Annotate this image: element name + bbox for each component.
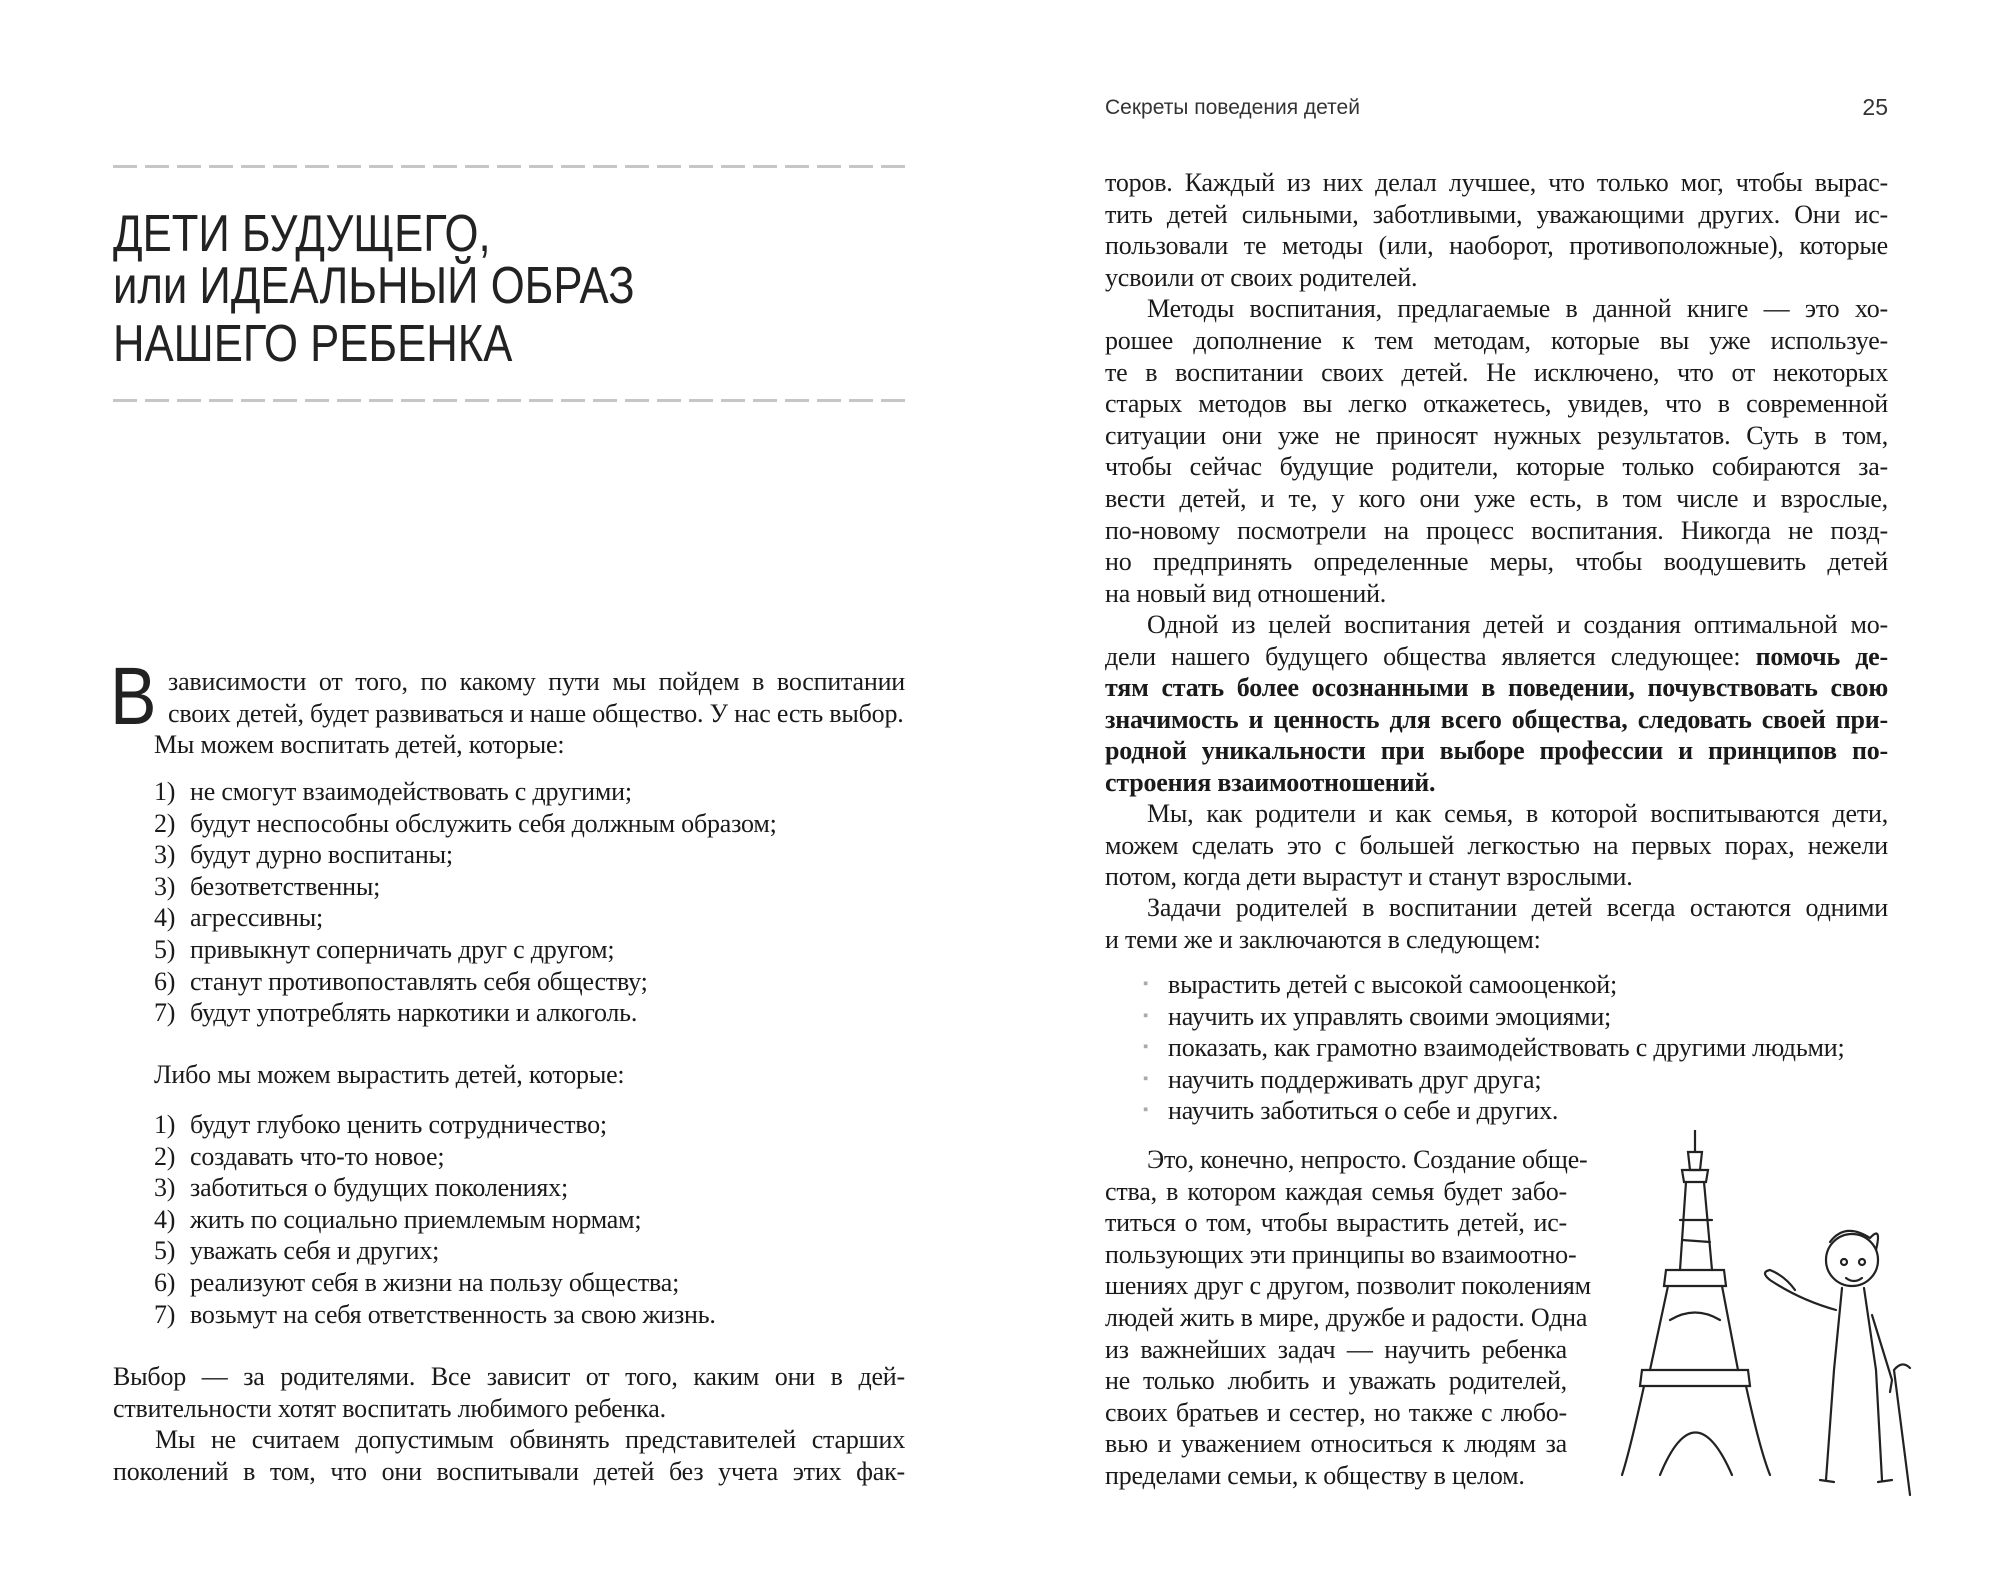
list-item	[154, 1172, 716, 1204]
text-line	[1105, 767, 1888, 799]
list-item-text: реализуют себя в жизни на пользу общества;	[190, 1267, 680, 1297]
list-item-text: уважать себя и других;	[190, 1236, 440, 1266]
text-line	[1105, 1428, 1567, 1460]
either-line	[154, 1059, 624, 1091]
text-segment: Мы не считаем допустимым обвинять представителей старших	[155, 1425, 905, 1455]
bullet-item	[1143, 1064, 1845, 1096]
goal-paragraph	[1105, 609, 1888, 799]
text-segment: Одной из целей воспитания детей и создания оптимальной мо-	[1147, 610, 1888, 639]
list-number: 2)	[154, 808, 176, 838]
eiffel-tower-icon	[1622, 1130, 1770, 1475]
text-line	[1105, 1460, 1567, 1492]
text-line	[1105, 830, 1888, 862]
text-line: Либо мы можем вырастить детей, которые:	[154, 1060, 625, 1089]
list-item-text: станут противопоставлять себя обществу;	[190, 966, 648, 996]
text-line	[1105, 515, 1888, 547]
text-line	[113, 1424, 905, 1456]
positive-outcomes-list	[154, 1109, 716, 1330]
list-number: 5)	[154, 934, 176, 964]
list-item	[154, 1267, 716, 1299]
text-line	[1105, 1334, 1567, 1366]
list-item	[154, 1204, 716, 1236]
bold-text-segment: тям стать более осознанными в поведении, почувствовать свою	[1105, 673, 1888, 703]
list-number: 3)	[154, 1173, 176, 1203]
text-segment: усвоили от своих родителей.	[1105, 262, 1418, 292]
list-item-text: будут неспособны обслужить себя должным образом;	[190, 808, 777, 838]
chapter-title-line: НАШЕГО РЕБЕНКА	[113, 315, 513, 373]
gentleman-figure-icon	[1765, 1231, 1910, 1495]
text-line: Мы можем воспитать детей, которые:	[154, 730, 565, 760]
text-segment: потом, когда дети вырастут и станут взрослыми.	[1105, 862, 1633, 892]
text-segment: Задачи родителей в воспитании детей всегда остаются одними	[1147, 893, 1888, 922]
bullet-text: научить поддерживать друг друга;	[1168, 1064, 1542, 1094]
text-segment: пользующих эти принципы во взаимоотно-	[1105, 1239, 1577, 1269]
list-item-text: безответственны;	[190, 871, 381, 901]
list-item	[154, 776, 777, 808]
list-item	[154, 871, 777, 903]
text-line	[1105, 420, 1888, 452]
text-segment: рошее дополнение к тем методам, которые вы уже используе-	[1105, 325, 1888, 355]
text-segment: ства, в котором каждая семья будет забо-	[1105, 1176, 1567, 1206]
text-segment: дели нашего будущего общества является следующее:	[1105, 641, 1756, 671]
bold-text-segment: строения взаимоотношений.	[1105, 767, 1436, 797]
list-item-text: будут употреблять наркотики и алкоголь.	[190, 998, 638, 1028]
list-item-text: агрессивны;	[190, 903, 324, 933]
text-segment: вью и уважением относиться к людям за	[1105, 1429, 1567, 1459]
tasks-bullet-list	[1143, 969, 1845, 1127]
text-segment: людей жить в мире, дружбе и радости. Одна	[1105, 1302, 1588, 1332]
list-number: 5)	[154, 1236, 176, 1266]
bullet-text: научить заботиться о себе и других.	[1168, 1096, 1559, 1126]
text-segment: своих братьев и сестер, но также с любо-	[1105, 1397, 1567, 1427]
list-item	[154, 1141, 716, 1173]
text-segment: Мы, как родители и как семья, в которой воспитываются дети,	[1147, 799, 1888, 828]
list-number: 7)	[154, 998, 176, 1028]
list-item	[154, 1235, 716, 1267]
list-number: 6)	[154, 966, 176, 996]
bold-text-segment: помочь де-	[1755, 641, 1888, 671]
text-line	[1105, 641, 1888, 673]
text-line	[1105, 357, 1888, 389]
list-number: 1)	[154, 1110, 176, 1139]
text-segment: титься о том, чтобы вырастить детей, ис-	[1105, 1208, 1567, 1238]
text-line	[113, 1393, 905, 1425]
bullet-item	[1143, 969, 1845, 1001]
text-line	[1105, 230, 1888, 262]
text-segment: но предпринять определенные меры, чтобы воодушевить детей	[1105, 547, 1888, 577]
bullet-icon: ▪	[1143, 1007, 1149, 1024]
text-line: своих детей, будет развиваться и наше общество. У нас есть выбор.	[168, 698, 904, 728]
list-number: 1)	[154, 777, 176, 806]
text-segment: и теми же и заключаются в следующем:	[1105, 924, 1541, 954]
text-segment: торов. Каждый из них делал лучшее, что только мог, чтобы вырас-	[1105, 168, 1888, 197]
text-segment: из важнейших задач — научить ребенка	[1105, 1334, 1567, 1364]
text-line	[1105, 735, 1888, 767]
text-line	[1105, 1397, 1567, 1429]
text-line: зависимости от того, по какому пути мы пойдем в воспитании	[168, 667, 905, 696]
page-number: 25	[1862, 94, 1888, 120]
text-segment: на новый вид отношений.	[1105, 578, 1387, 608]
chapter-title-line: ДЕТИ БУДУЩЕГО,	[113, 205, 491, 263]
list-number: 3)	[154, 871, 176, 901]
text-segment: шениях друг с другом, позволит поколениям	[1105, 1271, 1591, 1301]
text-line	[1105, 1207, 1567, 1239]
text-segment: старых методов вы легко откажетесь, увидев, что в современной	[1105, 389, 1888, 419]
text-line	[113, 1361, 905, 1393]
bullet-icon: ▪	[1143, 1070, 1149, 1087]
text-segment: Методы воспитания, предлагаемые в данной книге — это хо-	[1147, 294, 1888, 324]
list-item	[154, 934, 777, 966]
text-line	[1105, 546, 1888, 578]
drop-cap: В	[110, 651, 157, 742]
text-line	[1105, 704, 1888, 736]
parents-paragraph	[1105, 798, 1888, 893]
text-line	[1105, 199, 1888, 231]
text-segment: пределами семьи, к обществу в целом.	[1105, 1460, 1525, 1490]
list-item	[154, 1109, 716, 1141]
list-item-text: создавать что-то новое;	[190, 1141, 445, 1171]
text-line	[1105, 1239, 1577, 1271]
text-segment: Выбор — за родителями. Все зависит от того, каким они в дей-	[113, 1362, 905, 1391]
list-item	[154, 902, 777, 934]
text-line	[1105, 325, 1888, 357]
list-item-text: возьмут на себя ответственность за свою жизнь.	[190, 1299, 716, 1329]
text-line	[1105, 483, 1888, 515]
society-paragraph	[1105, 1144, 1591, 1492]
text-segment: ствительности хотят воспитать любимого ребенка.	[113, 1393, 666, 1423]
text-line	[1105, 1144, 1588, 1176]
text-line	[1105, 798, 1888, 830]
bullet-icon: ▪	[1143, 1102, 1149, 1119]
list-item-text: будут глубоко ценить сотрудничество;	[190, 1110, 607, 1139]
text-line	[1105, 1302, 1588, 1334]
text-segment: можем сделать это с большей легкостью на первых порах, нежели	[1105, 830, 1888, 860]
bold-text-segment: значимость и ценность для всего общества, следовать своей при-	[1105, 704, 1888, 734]
closing-paragraph	[113, 1361, 905, 1487]
bullet-text: вырастить детей с высокой самооценкой;	[1168, 970, 1618, 999]
list-item-text: заботиться о будущих поколениях;	[190, 1173, 568, 1203]
list-number: 7)	[154, 1299, 176, 1329]
text-segment: тить детей сильными, заботливыми, уважающими других. Они ис-	[1105, 199, 1888, 229]
negative-outcomes-list	[154, 776, 777, 1029]
text-line	[1105, 892, 1888, 924]
running-header: Секреты поведения детей	[1105, 96, 1360, 119]
text-line	[1105, 861, 1888, 893]
list-item	[154, 966, 777, 998]
eiffel-tower-illustration	[1620, 1130, 1930, 1510]
bold-text-segment: родной уникальности при выборе профессии и принципов по-	[1105, 736, 1888, 766]
text-segment: поколений в том, что они воспитывали детей без учета этих фак-	[113, 1456, 905, 1486]
text-line	[113, 1456, 905, 1488]
tasks-paragraph	[1105, 892, 1888, 955]
decorative-rule-bottom	[113, 399, 905, 402]
bullet-item	[1143, 1032, 1845, 1064]
text-line	[1105, 578, 1888, 610]
text-segment: пользовали те методы (или, наоборот, противоположные), которые	[1105, 231, 1888, 261]
list-number: 3)	[154, 840, 176, 870]
text-segment: вести детей, и те, у кого они уже есть, в том числе и взрослые,	[1105, 483, 1888, 513]
bullet-item	[1143, 1095, 1845, 1127]
list-number: 6)	[154, 1267, 176, 1297]
text-line	[1105, 672, 1888, 704]
chapter-title-line: или ИДЕАЛЬНЫЙ ОБРАЗ	[113, 257, 635, 315]
text-line	[1105, 609, 1888, 641]
bullet-icon: ▪	[1143, 976, 1149, 992]
text-line	[1105, 388, 1888, 420]
text-segment: чтобы сейчас будущие родители, которые только собираются за-	[1105, 452, 1888, 482]
intro-paragraph	[113, 666, 905, 761]
bullet-icon: ▪	[1143, 1039, 1149, 1056]
text-segment: не только любить и уважать родителей,	[1105, 1366, 1567, 1396]
list-item-text: не смогут взаимодействовать с другими;	[190, 777, 632, 806]
list-item	[154, 997, 777, 1029]
list-item-text: жить по социально приемлемым нормам;	[190, 1204, 642, 1234]
text-segment: по-новому посмотрели на процесс воспитания. Никогда не позд-	[1105, 515, 1888, 545]
text-line	[1105, 167, 1888, 199]
text-segment: Это, конечно, непросто. Создание обще-	[1147, 1145, 1588, 1174]
bullet-text: показать, как грамотно взаимодействовать с другими людьми;	[1168, 1033, 1845, 1063]
text-line	[1105, 924, 1888, 956]
text-segment: те в воспитании своих детей. Не исключено, что от некоторых	[1105, 357, 1888, 387]
list-item	[154, 1299, 716, 1331]
text-line	[1105, 1365, 1567, 1397]
decorative-rule-top	[113, 165, 905, 168]
bullet-text: научить их управлять своими эмоциями;	[1168, 1001, 1612, 1031]
text-segment: ситуации они уже не приносят нужных результатов. Суть в том,	[1105, 420, 1888, 450]
text-line	[1105, 451, 1888, 483]
list-number: 4)	[154, 1204, 176, 1234]
list-item-text: привыкнут соперничать друг с другом;	[190, 934, 615, 964]
bullet-item	[1143, 1001, 1845, 1033]
list-item	[154, 808, 777, 840]
list-number: 2)	[154, 1141, 176, 1171]
list-item	[154, 839, 777, 871]
text-line	[1105, 262, 1888, 294]
text-line	[1105, 1270, 1591, 1302]
list-number: 4)	[154, 903, 176, 933]
list-item-text: будут дурно воспитаны;	[190, 840, 453, 870]
body-paragraphs	[1105, 167, 1888, 609]
text-line	[1105, 293, 1888, 325]
text-line	[1105, 1176, 1567, 1208]
